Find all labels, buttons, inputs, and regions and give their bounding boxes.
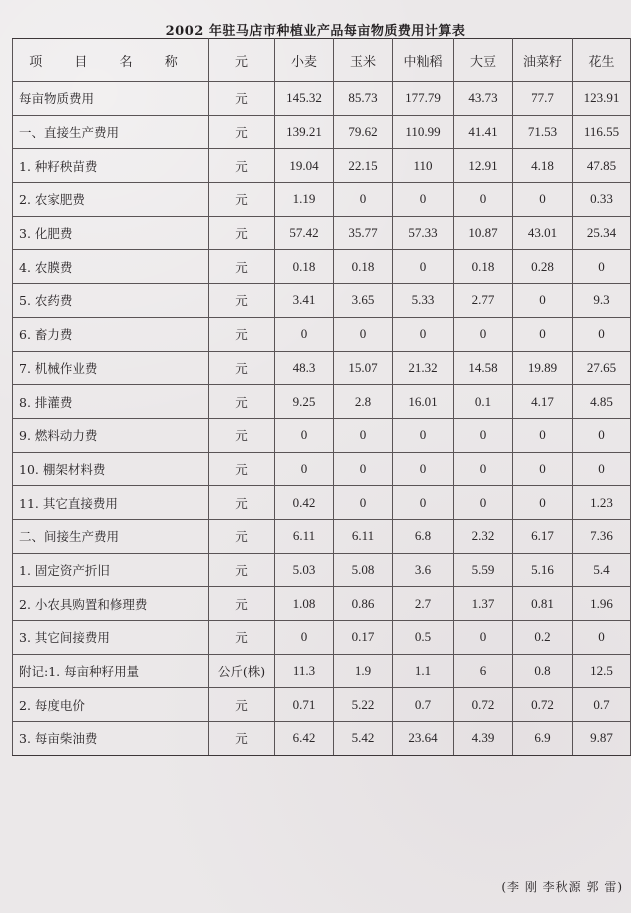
- cell-peanut: 0.7: [573, 688, 631, 722]
- cell-unit: 元: [209, 351, 275, 385]
- cell-wheat: 0: [275, 317, 334, 351]
- cell-rice: 177.79: [393, 82, 454, 116]
- cell-soybean: 0: [454, 418, 513, 452]
- cell-corn: 2.8: [334, 385, 393, 419]
- cell-peanut: 12.5: [573, 654, 631, 688]
- table-row: [13, 115, 631, 149]
- cell-rapeseed: 77.7: [513, 82, 573, 116]
- cell-rapeseed: 0.2: [513, 621, 573, 655]
- cell-peanut: 4.85: [573, 385, 631, 419]
- cell-rice: 0: [393, 250, 454, 284]
- cell-item-name: 附记:1. 每亩种籽用量: [13, 654, 209, 688]
- cell-corn: 3.65: [334, 284, 393, 318]
- cell-rapeseed: 0: [513, 284, 573, 318]
- cell-unit: 元: [209, 317, 275, 351]
- cell-peanut: 123.91: [573, 82, 631, 116]
- cell-peanut: 0: [573, 418, 631, 452]
- cell-wheat: 5.03: [275, 553, 334, 587]
- cell-rapeseed: 4.17: [513, 385, 573, 419]
- cell-wheat: 1.19: [275, 183, 334, 217]
- cell-peanut: 0.33: [573, 183, 631, 217]
- cell-wheat: 145.32: [275, 82, 334, 116]
- cell-corn: 0: [334, 452, 393, 486]
- cell-unit: 元: [209, 115, 275, 149]
- cell-corn: 15.07: [334, 351, 393, 385]
- cell-peanut: 5.4: [573, 553, 631, 587]
- cell-rapeseed: 43.01: [513, 216, 573, 250]
- table-row: [13, 452, 631, 486]
- cell-soybean: 10.87: [454, 216, 513, 250]
- cell-soybean: 1.37: [454, 587, 513, 621]
- header-wheat: 小麦: [275, 39, 334, 82]
- cell-item-name: 每亩物质费用: [13, 82, 209, 116]
- cell-rapeseed: 6.9: [513, 722, 573, 756]
- cell-rapeseed: 0: [513, 418, 573, 452]
- cell-soybean: 14.58: [454, 351, 513, 385]
- cell-unit: 元: [209, 553, 275, 587]
- cell-wheat: 0: [275, 418, 334, 452]
- cell-peanut: 27.65: [573, 351, 631, 385]
- cell-soybean: 0: [454, 183, 513, 217]
- table-row: [13, 621, 631, 655]
- cell-item-name: 3. 其它间接费用: [13, 621, 209, 655]
- cell-peanut: 47.85: [573, 149, 631, 183]
- cell-rapeseed: 71.53: [513, 115, 573, 149]
- cost-table: [12, 38, 631, 756]
- cell-rapeseed: 0: [513, 183, 573, 217]
- table-row: [13, 385, 631, 419]
- table-row: [13, 149, 631, 183]
- cell-wheat: 57.42: [275, 216, 334, 250]
- cell-rapeseed: 0: [513, 452, 573, 486]
- cell-peanut: 7.36: [573, 519, 631, 553]
- cell-corn: 1.9: [334, 654, 393, 688]
- cell-soybean: 2.77: [454, 284, 513, 318]
- cell-unit: 元: [209, 250, 275, 284]
- cell-unit: 元: [209, 82, 275, 116]
- cell-rapeseed: 0: [513, 486, 573, 520]
- table-row: [13, 519, 631, 553]
- cell-wheat: 139.21: [275, 115, 334, 149]
- cell-rapeseed: 0.8: [513, 654, 573, 688]
- cell-unit: 元: [209, 284, 275, 318]
- cell-corn: 5.42: [334, 722, 393, 756]
- cell-item-name: 2. 小农具购置和修理费: [13, 587, 209, 621]
- cell-soybean: 0: [454, 486, 513, 520]
- cell-soybean: 6: [454, 654, 513, 688]
- table-title: 2002 年驻马店市种植业产品每亩物质费用计算表: [165, 24, 466, 39]
- cell-unit: 元: [209, 418, 275, 452]
- cell-rice: 0.5: [393, 621, 454, 655]
- cell-rice: 3.6: [393, 553, 454, 587]
- table-row: [13, 82, 631, 116]
- cell-rapeseed: 6.17: [513, 519, 573, 553]
- cell-rice: 2.7: [393, 587, 454, 621]
- cell-rice: 16.01: [393, 385, 454, 419]
- cell-item-name: 1. 种籽秧苗费: [13, 149, 209, 183]
- cell-rapeseed: 0.72: [513, 688, 573, 722]
- table-row: [13, 250, 631, 284]
- cell-corn: 0: [334, 486, 393, 520]
- table-row: [13, 486, 631, 520]
- header-item-name: 项 目 名 称: [13, 39, 209, 82]
- cell-item-name: 1. 固定资产折旧: [13, 553, 209, 587]
- table-row: [13, 587, 631, 621]
- cell-unit: 公斤(株): [209, 654, 275, 688]
- cell-corn: 0: [334, 418, 393, 452]
- cell-peanut: 0: [573, 621, 631, 655]
- cell-rice: 1.1: [393, 654, 454, 688]
- header-unit: 元: [209, 39, 275, 82]
- cell-rice: 0: [393, 317, 454, 351]
- cell-wheat: 0.18: [275, 250, 334, 284]
- cell-peanut: 0: [573, 250, 631, 284]
- author-credit: (李 刚 李秋源 郭 雷): [501, 880, 623, 894]
- cell-soybean: 2.32: [454, 519, 513, 553]
- cell-soybean: 0.18: [454, 250, 513, 284]
- cell-rice: 57.33: [393, 216, 454, 250]
- table-row: [13, 284, 631, 318]
- cell-unit: 元: [209, 149, 275, 183]
- cell-wheat: 9.25: [275, 385, 334, 419]
- cell-item-name: 2. 农家肥费: [13, 183, 209, 217]
- cell-corn: 79.62: [334, 115, 393, 149]
- cell-peanut: 25.34: [573, 216, 631, 250]
- cell-item-name: 一、直接生产费用: [13, 115, 209, 149]
- cell-soybean: 41.41: [454, 115, 513, 149]
- table-row: [13, 722, 631, 756]
- cell-peanut: 116.55: [573, 115, 631, 149]
- cell-unit: 元: [209, 519, 275, 553]
- cell-soybean: 4.39: [454, 722, 513, 756]
- table-header-row: [13, 39, 631, 82]
- cell-item-name: 9. 燃料动力费: [13, 418, 209, 452]
- cell-item-name: 7. 机械作业费: [13, 351, 209, 385]
- cell-wheat: 19.04: [275, 149, 334, 183]
- cell-peanut: 1.23: [573, 486, 631, 520]
- table-row: [13, 351, 631, 385]
- cell-corn: 0.86: [334, 587, 393, 621]
- cell-wheat: 0.42: [275, 486, 334, 520]
- header-rice: 中籼稻: [393, 39, 454, 82]
- cell-rapeseed: 19.89: [513, 351, 573, 385]
- cell-wheat: 6.11: [275, 519, 334, 553]
- table-row: [13, 183, 631, 217]
- cell-rice: 0: [393, 183, 454, 217]
- cell-rice: 110: [393, 149, 454, 183]
- cell-item-name: 2. 每度电价: [13, 688, 209, 722]
- cell-wheat: 0: [275, 621, 334, 655]
- cell-wheat: 6.42: [275, 722, 334, 756]
- table-row: [13, 418, 631, 452]
- cell-rapeseed: 5.16: [513, 553, 573, 587]
- cell-item-name: 3. 化肥费: [13, 216, 209, 250]
- header-soybean: 大豆: [454, 39, 513, 82]
- cell-rice: 0: [393, 452, 454, 486]
- cell-unit: 元: [209, 452, 275, 486]
- cell-wheat: 0: [275, 452, 334, 486]
- cell-item-name: 5. 农药费: [13, 284, 209, 318]
- cell-rice: 110.99: [393, 115, 454, 149]
- cell-rice: 0: [393, 486, 454, 520]
- header-rapeseed: 油菜籽: [513, 39, 573, 82]
- cell-soybean: 12.91: [454, 149, 513, 183]
- cell-rapeseed: 0: [513, 317, 573, 351]
- cell-wheat: 48.3: [275, 351, 334, 385]
- cell-unit: 元: [209, 216, 275, 250]
- table-row: [13, 553, 631, 587]
- table-row: [13, 654, 631, 688]
- cell-corn: 0.18: [334, 250, 393, 284]
- cell-soybean: 43.73: [454, 82, 513, 116]
- cell-rice: 5.33: [393, 284, 454, 318]
- cell-item-name: 8. 排灌费: [13, 385, 209, 419]
- table-row: [13, 688, 631, 722]
- cell-wheat: 11.3: [275, 654, 334, 688]
- cell-unit: 元: [209, 385, 275, 419]
- cell-corn: 0: [334, 183, 393, 217]
- cell-corn: 35.77: [334, 216, 393, 250]
- cell-rapeseed: 0.28: [513, 250, 573, 284]
- cell-wheat: 3.41: [275, 284, 334, 318]
- cell-peanut: 0: [573, 452, 631, 486]
- cell-unit: 元: [209, 621, 275, 655]
- cell-peanut: 1.96: [573, 587, 631, 621]
- table-row: [13, 317, 631, 351]
- cell-soybean: 0.1: [454, 385, 513, 419]
- cell-corn: 85.73: [334, 82, 393, 116]
- cell-soybean: 0: [454, 317, 513, 351]
- cell-unit: 元: [209, 587, 275, 621]
- cell-wheat: 0.71: [275, 688, 334, 722]
- cell-unit: 元: [209, 183, 275, 217]
- cell-unit: 元: [209, 722, 275, 756]
- cell-peanut: 9.87: [573, 722, 631, 756]
- cell-unit: 元: [209, 486, 275, 520]
- cell-peanut: 9.3: [573, 284, 631, 318]
- cell-wheat: 1.08: [275, 587, 334, 621]
- cell-rapeseed: 0.81: [513, 587, 573, 621]
- cell-unit: 元: [209, 688, 275, 722]
- cell-soybean: 0: [454, 621, 513, 655]
- cell-corn: 5.08: [334, 553, 393, 587]
- cell-soybean: 0.72: [454, 688, 513, 722]
- cell-rice: 21.32: [393, 351, 454, 385]
- header-corn: 玉米: [334, 39, 393, 82]
- cell-corn: 0.17: [334, 621, 393, 655]
- cell-item-name: 10. 棚架材料费: [13, 452, 209, 486]
- cell-rapeseed: 4.18: [513, 149, 573, 183]
- cell-item-name: 二、间接生产费用: [13, 519, 209, 553]
- cell-rice: 0: [393, 418, 454, 452]
- cell-rice: 0.7: [393, 688, 454, 722]
- cell-item-name: 3. 每亩柴油费: [13, 722, 209, 756]
- cell-corn: 22.15: [334, 149, 393, 183]
- cell-soybean: 5.59: [454, 553, 513, 587]
- cell-corn: 0: [334, 317, 393, 351]
- cell-item-name: 4. 农膜费: [13, 250, 209, 284]
- cell-item-name: 11. 其它直接费用: [13, 486, 209, 520]
- header-peanut: 花生: [573, 39, 631, 82]
- cell-rice: 23.64: [393, 722, 454, 756]
- cell-item-name: 6. 畜力费: [13, 317, 209, 351]
- table-row: [13, 216, 631, 250]
- cell-peanut: 0: [573, 317, 631, 351]
- cell-corn: 6.11: [334, 519, 393, 553]
- cell-soybean: 0: [454, 452, 513, 486]
- cell-corn: 5.22: [334, 688, 393, 722]
- cell-rice: 6.8: [393, 519, 454, 553]
